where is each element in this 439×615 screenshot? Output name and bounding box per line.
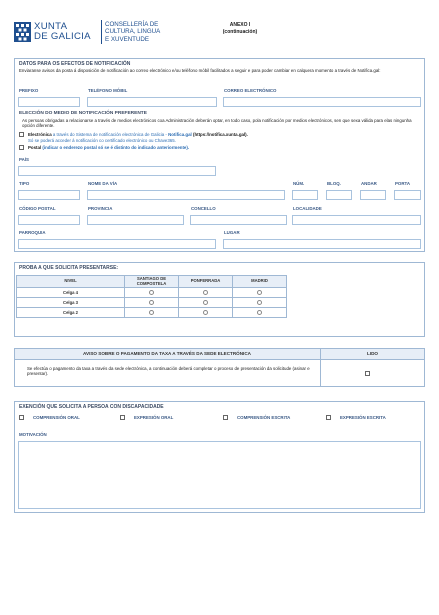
notifica-link[interactable]: Notifica.gal: [168, 132, 192, 137]
dept-line3: E XUVENTUDE: [105, 35, 150, 43]
street-input[interactable]: [87, 190, 285, 200]
fee-header-left: AVISO SOBRE O PAGAMENTO DA TAXA A TRAVÉS DA SEDE ELECTRÓNICA: [83, 351, 251, 356]
block-label: BLOQ.: [327, 181, 341, 186]
table-row: [17, 308, 422, 318]
locality-label: LOCALIDADE: [293, 206, 322, 211]
electronic-checkbox[interactable]: [19, 132, 24, 137]
radio-celga4-madrid[interactable]: [257, 290, 262, 295]
oral-comprehension-checkbox[interactable]: [19, 415, 24, 420]
exam-title: PROBA A QUE SOLICITA PRESENTARSE:: [19, 265, 119, 271]
choice-note: As persoas obrigadas a relacionarse a través de medios electrónicos coa Administración deberán optar, en todo caso, pola notificación por medios electrónicos, sen que sexa válida para elas ningunha opción diferente.: [22, 118, 412, 128]
motivation-textarea[interactable]: [18, 441, 421, 509]
col-empty: [287, 276, 422, 288]
mobile-input[interactable]: [87, 97, 217, 107]
type-label: TIPO: [19, 181, 30, 186]
street-label: NOME DA VÍA: [88, 181, 118, 186]
electronic-tail: (https://notifica.xunta.gal).: [191, 132, 248, 137]
radio-celga3-ponferrada[interactable]: [203, 300, 208, 305]
radio-celga4-ponferrada[interactable]: [203, 290, 208, 295]
fee-text: Se efectúa o pagamento da taxa a través da sede electrónica, a continuación deberá completar o proceso de presentación da solicitude (asinar e presentar).: [27, 366, 310, 376]
country-input[interactable]: [18, 166, 216, 176]
annex-subtitle: (continuación): [222, 29, 258, 35]
place-input[interactable]: [223, 239, 421, 249]
prefix-input[interactable]: [18, 97, 80, 107]
exam-table-header: [17, 276, 422, 288]
col-madrid: MADRID: [233, 276, 287, 288]
oral-expression-label: EXPRESIÓN ORAL: [134, 415, 174, 420]
province-input[interactable]: [87, 215, 184, 225]
fee-header-right: LIDO: [367, 351, 378, 356]
type-input[interactable]: [18, 190, 80, 200]
electronic-text: a través do Sistema de notificación electrónica de Galicia -: [51, 132, 169, 137]
annex-title: ANEXO I: [229, 22, 251, 28]
parish-input[interactable]: [18, 239, 216, 249]
floor-label: ANDAR: [361, 181, 377, 186]
written-expression-label: EXPRESIÓN ESCRITA: [340, 415, 386, 420]
oral-expression-checkbox[interactable]: [120, 415, 125, 420]
col-ponferrada: PONFERRADA: [179, 276, 233, 288]
row-level: Celga 3: [17, 298, 125, 308]
exam-table: [16, 275, 422, 318]
written-comprehension-checkbox[interactable]: [223, 415, 228, 420]
electronic-label: Electrónica: [28, 132, 52, 137]
parish-label: PARROQUIA: [19, 230, 46, 235]
postal-label: Postal: [28, 145, 42, 150]
xunta-emblem-icon: [14, 22, 31, 42]
logo-line1: XUNTA: [34, 21, 68, 32]
choice-title: ELECCIÓN DO MEDIO DE NOTIFICACIÓN PREFERENTE: [19, 111, 147, 116]
radio-celga2-santiago[interactable]: [149, 310, 154, 315]
radio-celga3-madrid[interactable]: [257, 300, 262, 305]
mobile-label: TELÉFONO MÓBIL: [88, 88, 128, 93]
xunta-logo: [14, 20, 102, 46]
oral-comprehension-label: COMPRENSIÓN ORAL: [33, 415, 80, 420]
col-level: NIVEL: [17, 276, 125, 288]
email-label: CORREO ELECTRÓNICO: [224, 88, 277, 93]
postal-code-label: CÓDIGO POSTAL: [19, 206, 56, 211]
postal-code-input[interactable]: [18, 215, 80, 225]
exemption-title: EXENCIÓN QUE SOLICITA A PERSOA CON DISCAPACIDADE: [19, 404, 164, 410]
electronic-note: Só se poderá acceder á notificación co certificado electrónico ou Chave365.: [28, 138, 176, 143]
radio-celga3-santiago[interactable]: [149, 300, 154, 305]
notification-intro: Enviaranse avisos da posta á disposición de notificación ao correo electrónico e/ou teléfono móbil facilitados a seguir e para poder cambiar en calquera momento a través de Notifica.gal:: [19, 68, 381, 73]
postal-checkbox[interactable]: [19, 145, 24, 150]
postal-option: [28, 145, 189, 150]
block-input[interactable]: [326, 190, 352, 200]
country-label: PAÍS: [19, 157, 29, 162]
radio-celga2-madrid[interactable]: [257, 310, 262, 315]
email-input[interactable]: [223, 97, 421, 107]
council-label: CONCELLO: [191, 206, 216, 211]
table-row: [17, 298, 422, 308]
province-label: PROVINCIA: [88, 206, 113, 211]
dept-line1: CONSELLERÍA DE: [105, 21, 159, 28]
logo-line2: DE GALICIA: [34, 31, 91, 42]
electronic-option: [28, 132, 248, 137]
radio-celga4-santiago[interactable]: [149, 290, 154, 295]
motivation-label: MOTIVACIÓN: [19, 432, 47, 437]
department-name: [105, 21, 160, 43]
row-level: Celga 4: [17, 288, 125, 298]
dept-line2: CULTURA, LINGUA: [105, 28, 161, 36]
floor-input[interactable]: [360, 190, 386, 200]
number-label: NÚM.: [293, 181, 305, 186]
header-divider: [101, 20, 102, 44]
written-expression-checkbox[interactable]: [326, 415, 331, 420]
prefix-label: PREFIXO: [19, 88, 39, 93]
table-row: [17, 288, 422, 298]
door-label: PORTA: [395, 181, 411, 186]
number-input[interactable]: [292, 190, 318, 200]
row-level: Celga 2: [17, 308, 125, 318]
written-comprehension-label: COMPRENSIÓN ESCRITA: [237, 415, 291, 420]
radio-celga2-ponferrada[interactable]: [203, 310, 208, 315]
notification-title: DATOS PARA OS EFECTOS DE NOTIFICACIÓN: [19, 61, 131, 67]
fee-read-checkbox[interactable]: [365, 371, 370, 376]
place-label: LUGAR: [224, 230, 240, 235]
postal-text: (indicar o enderezo postal só se é distinto do indicado anteriormente).: [41, 145, 190, 150]
council-input[interactable]: [190, 215, 287, 225]
locality-input[interactable]: [292, 215, 421, 225]
door-input[interactable]: [394, 190, 421, 200]
col-santiago: SANTIAGO DE COMPOSTELA: [125, 276, 179, 288]
